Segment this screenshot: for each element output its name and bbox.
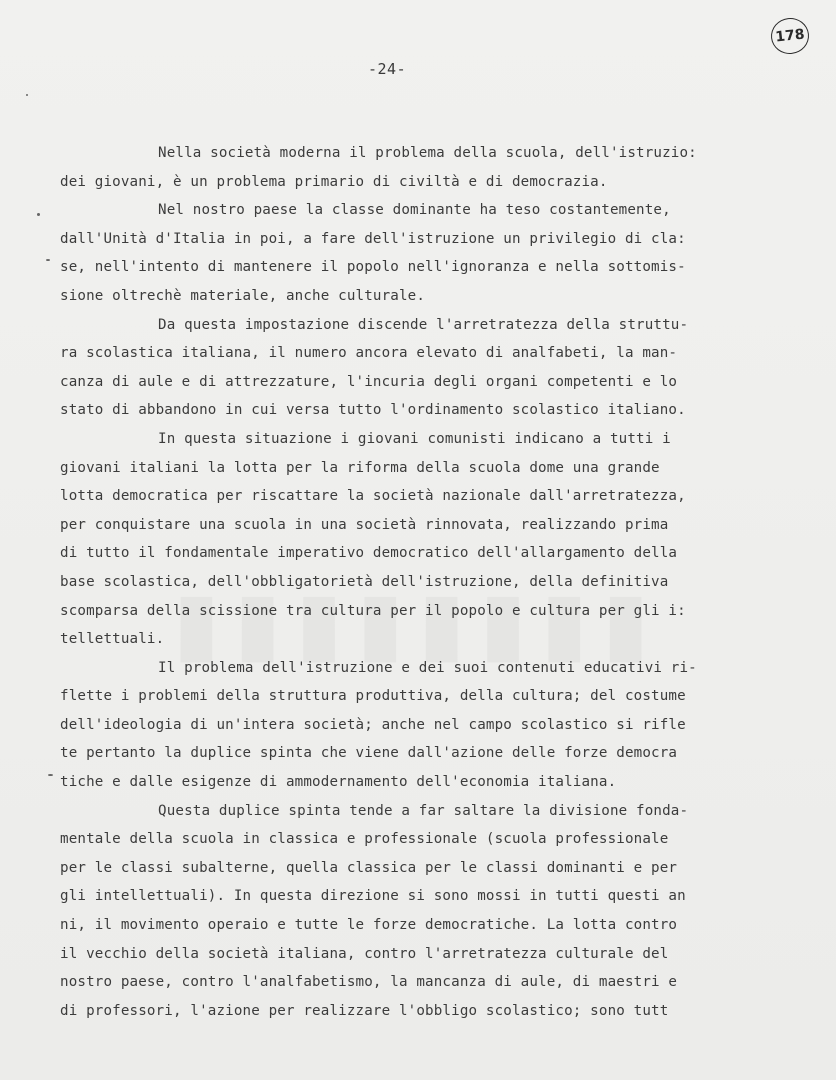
text-line: flette i problemi della struttura produttiva, della cultura; del costume: [60, 688, 686, 704]
text-line: Nel nostro paese la classe dominante ha teso costantemente,: [158, 202, 671, 218]
margin-speck: [48, 774, 53, 776]
text-line: ra scolastica italiana, il numero ancora elevato di analfabeti, la man-: [60, 345, 678, 361]
text-line: In questa situazione i giovani comunisti indicano a tutti i: [158, 431, 671, 447]
text-line: Questa duplice spinta tende a far saltare la divisione fonda-: [158, 803, 689, 819]
text-line: se, nell'intento di mantenere il popolo nell'ignoranza e nella sottomis-: [60, 259, 686, 275]
text-line: per conquistare una scuola in una società rinnovata, realizzando prima: [60, 517, 669, 533]
text-line: dell'ideologia di un'intera società; anche nel campo scolastico si rifle: [60, 717, 686, 733]
text-line: tellettuali.: [60, 631, 165, 647]
text-line: nostro paese, contro l'analfabetismo, la mancanza di aule, di maestri e: [60, 974, 678, 990]
text-line: dall'Unità d'Italia in poi, a fare dell'istruzione un privilegio di cla:: [60, 231, 686, 247]
text-line: Da questa impostazione discende l'arretratezza della struttu-: [158, 317, 689, 333]
archive-stamp: 178: [769, 16, 811, 56]
text-line: base scolastica, dell'obbligatorietà dell'istruzione, della definitiva: [60, 574, 669, 590]
text-line: dei giovani, è un problema primario di civiltà e di democrazia.: [60, 174, 608, 190]
text-line: canza di aule e di attrezzature, l'incuria degli organi competenti e lo: [60, 374, 678, 390]
margin-speck: [46, 259, 50, 261]
text-line: Il problema dell'istruzione e dei suoi contenuti educativi ri-: [158, 660, 697, 676]
page-number: -24-: [368, 60, 407, 78]
text-line: tiche e dalle esigenze di ammodernamento dell'economia italiana.: [60, 774, 617, 790]
text-line: sione oltrechè materiale, anche culturale.: [60, 288, 426, 304]
text-line: gli intellettuali). In questa direzione si sono mossi in tutti questi an: [60, 888, 686, 904]
text-line: di tutto il fondamentale imperativo democratico dell'allargamento della: [60, 545, 678, 561]
text-line: giovani italiani la lotta per la riforma della scuola dome una grande: [60, 460, 660, 476]
margin-speck: [37, 213, 40, 216]
text-line: lotta democratica per riscattare la società nazionale dall'arretratezza,: [60, 488, 686, 504]
text-line: scomparsa della scissione tra cultura per il popolo e cultura per gli i:: [60, 603, 686, 619]
text-line: per le classi subalterne, quella classica per le classi dominanti e per: [60, 860, 678, 876]
text-line: il vecchio della società italiana, contro l'arretratezza culturale del: [60, 946, 669, 962]
text-line: mentale della scuola in classica e professionale (scuola professionale: [60, 831, 669, 847]
text-line: ni, il movimento operaio e tutte le forze democratiche. La lotta contro: [60, 917, 678, 933]
text-line: stato di abbandono in cui versa tutto l'ordinamento scolastico italiano.: [60, 402, 686, 418]
text-line: te pertanto la duplice spinta che viene dall'azione delle forze democra: [60, 745, 678, 761]
text-line: di professori, l'azione per realizzare l'obbligo scolastico; sono tutt: [60, 1003, 669, 1019]
text-line: Nella società moderna il problema della scuola, dell'istruzio:: [158, 145, 697, 161]
margin-speck: [26, 94, 28, 96]
